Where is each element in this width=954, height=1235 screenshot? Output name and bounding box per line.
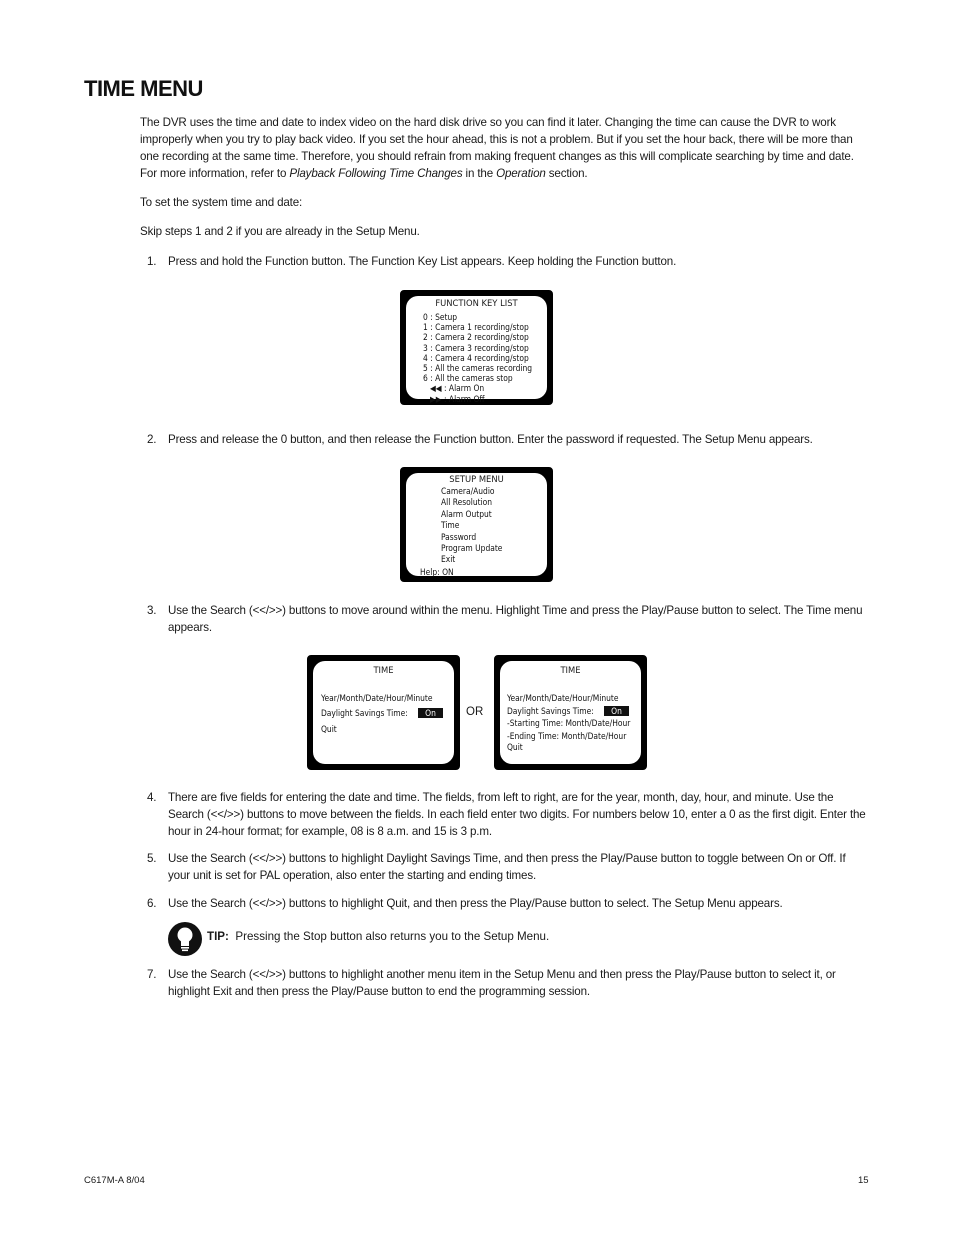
setup-item: Alarm Output xyxy=(441,508,492,519)
setup-item: Camera/Audio xyxy=(441,486,495,496)
intro-refer: For more information, refer to xyxy=(140,167,287,180)
tip-body: Pressing the Stop button also returns you to the Setup Menu. xyxy=(235,930,550,943)
setup-item: Exit xyxy=(441,554,456,565)
step-number: 1. xyxy=(147,255,157,268)
dst-line xyxy=(321,708,443,718)
step-text: Use the Search (<</>>) buttons to highlight Daylight Savings Time, and then press the Play/Pause button to toggle between On or Off. If your unit is set for PAL operation, also enter the starting and ending times. xyxy=(168,852,846,882)
fk-line: 4 : Camera 4 recording/stop xyxy=(423,352,529,363)
intro-link-playback: Playback Following Time Changes xyxy=(289,167,463,180)
help-status: Help: ON xyxy=(420,567,454,577)
footer-doc-id: C617M-A 8/04 xyxy=(84,1175,145,1186)
step-number: 2. xyxy=(147,433,157,446)
step-6 xyxy=(140,895,870,912)
tip-label: TIP: xyxy=(207,930,229,943)
intro-paragraph xyxy=(140,114,870,182)
intro-operation: Operation xyxy=(496,167,546,180)
intro-section: section. xyxy=(548,167,588,180)
intro-in-the: in the xyxy=(465,167,494,180)
function-key-lines xyxy=(423,312,532,404)
step-number: 3. xyxy=(147,604,157,617)
function-key-list-screen xyxy=(400,290,553,405)
screen-title: TIME xyxy=(373,665,394,675)
step-number: 5. xyxy=(147,852,157,865)
fk-line: 6 : All the cameras stop xyxy=(423,373,513,384)
alarm-off-label: : Alarm Off xyxy=(444,393,485,404)
step-1 xyxy=(140,253,870,270)
quit-item: Quit xyxy=(321,724,337,734)
ending-time-line: -Ending Time: Month/Date/Hour xyxy=(507,731,627,741)
step-text: Use the Search (<</>>) buttons to move around within the menu. Highlight Time and press the Play/Pause button to select. The Time menu appears. xyxy=(168,604,863,634)
time-fields-line: Year/Month/Date/Hour/Minute xyxy=(507,693,619,703)
step-3 xyxy=(140,602,870,636)
or-label: OR xyxy=(466,706,484,718)
step-number: 4. xyxy=(147,791,157,804)
fk-line: 2 : Camera 2 recording/stop xyxy=(423,332,529,343)
step-text: Press and release the 0 button, and then release the Function button. Enter the password if requested. The Setup Menu appears. xyxy=(168,433,813,446)
step-text: Use the Search (<</>>) buttons to highlight another menu item in the Setup Menu and then press the Play/Pause button to select it, or highlight Exit and then press the Play/Pause button to end the programming session. xyxy=(168,968,836,998)
rewind-icon: ◀◀ xyxy=(430,383,442,394)
alarm-on-line xyxy=(423,383,532,393)
time-menu-screen-pal xyxy=(494,655,647,770)
step-2 xyxy=(140,431,870,448)
setup-menu-items xyxy=(441,486,502,566)
dst-line xyxy=(507,706,629,716)
dst-value: On xyxy=(418,708,443,718)
screen-title: SETUP MENU xyxy=(449,474,504,484)
fast-forward-icon: ▶▶ xyxy=(430,393,442,404)
dst-value: On xyxy=(604,706,629,716)
step-5 xyxy=(140,850,870,884)
step-text: There are five fields for entering the date and time. The fields, from left to right, are for the year, month, day, hour, and minute. Use the Search (<</>>) buttons to move between the fields. In each field enter two digits. For numbers below 10, enter a 0 as the first digit. Enter the hour in 24-hour format; for example, 08 is 8 a.m. and 15 is 3 p.m. xyxy=(168,791,866,838)
skip-text: Skip steps 1 and 2 if you are already in the Setup Menu. xyxy=(140,225,420,238)
intro-text: The DVR uses the time and date to index video on the hard disk drive so you can find it later. Changing the time can cause the DVR to work improperly when you try to play back video. If you set the hour ahead, this is not a problem. But if you set the hour back, there will be more than one recording at the same time. Therefore, you should refrain from making frequent changes as this will complicate searching by time and date. xyxy=(140,116,854,163)
step-7 xyxy=(140,966,870,1000)
page-title: TIME MENU xyxy=(84,76,203,101)
step-4 xyxy=(140,789,870,840)
lightbulb-icon xyxy=(168,922,202,956)
time-menu-screen-ntsc xyxy=(307,655,460,770)
setup-item: Password xyxy=(441,531,477,542)
fk-line: 5 : All the cameras recording xyxy=(423,363,533,374)
screen-title: FUNCTION KEY LIST xyxy=(435,298,518,308)
step-number: 6. xyxy=(147,897,157,910)
step-text: Use the Search (<</>>) buttons to highlight Quit, and then press the Play/Pause button to select. The Setup Menu appears. xyxy=(168,897,783,910)
setup-item: All Resolution xyxy=(441,497,493,508)
tip-note xyxy=(207,930,549,943)
fk-line: 1 : Camera 1 recording/stop xyxy=(423,322,529,333)
to-set-text: To set the system time and date: xyxy=(140,196,303,209)
fk-line: 3 : Camera 3 recording/stop xyxy=(423,342,529,353)
starting-time-line: -Starting Time: Month/Date/Hour xyxy=(507,718,631,728)
fk-line: 0 : Setup xyxy=(423,312,458,322)
step-text: Press and hold the Function button. The Function Key List appears. Keep holding the Function button. xyxy=(168,255,677,268)
alarm-off-line xyxy=(423,394,532,404)
screen-title: TIME xyxy=(560,665,581,675)
alarm-on-label: : Alarm On xyxy=(444,383,485,394)
footer-page-number: 15 xyxy=(858,1175,869,1186)
dst-label: Daylight Savings Time: xyxy=(507,706,594,716)
setup-item: Time xyxy=(441,520,460,531)
setup-menu-screen xyxy=(400,467,553,582)
dst-label: Daylight Savings Time: xyxy=(321,708,408,718)
step-number: 7. xyxy=(147,968,157,981)
setup-item: Program Update xyxy=(441,543,503,554)
time-fields-line: Year/Month/Date/Hour/Minute xyxy=(321,693,433,703)
quit-item: Quit xyxy=(507,742,523,752)
